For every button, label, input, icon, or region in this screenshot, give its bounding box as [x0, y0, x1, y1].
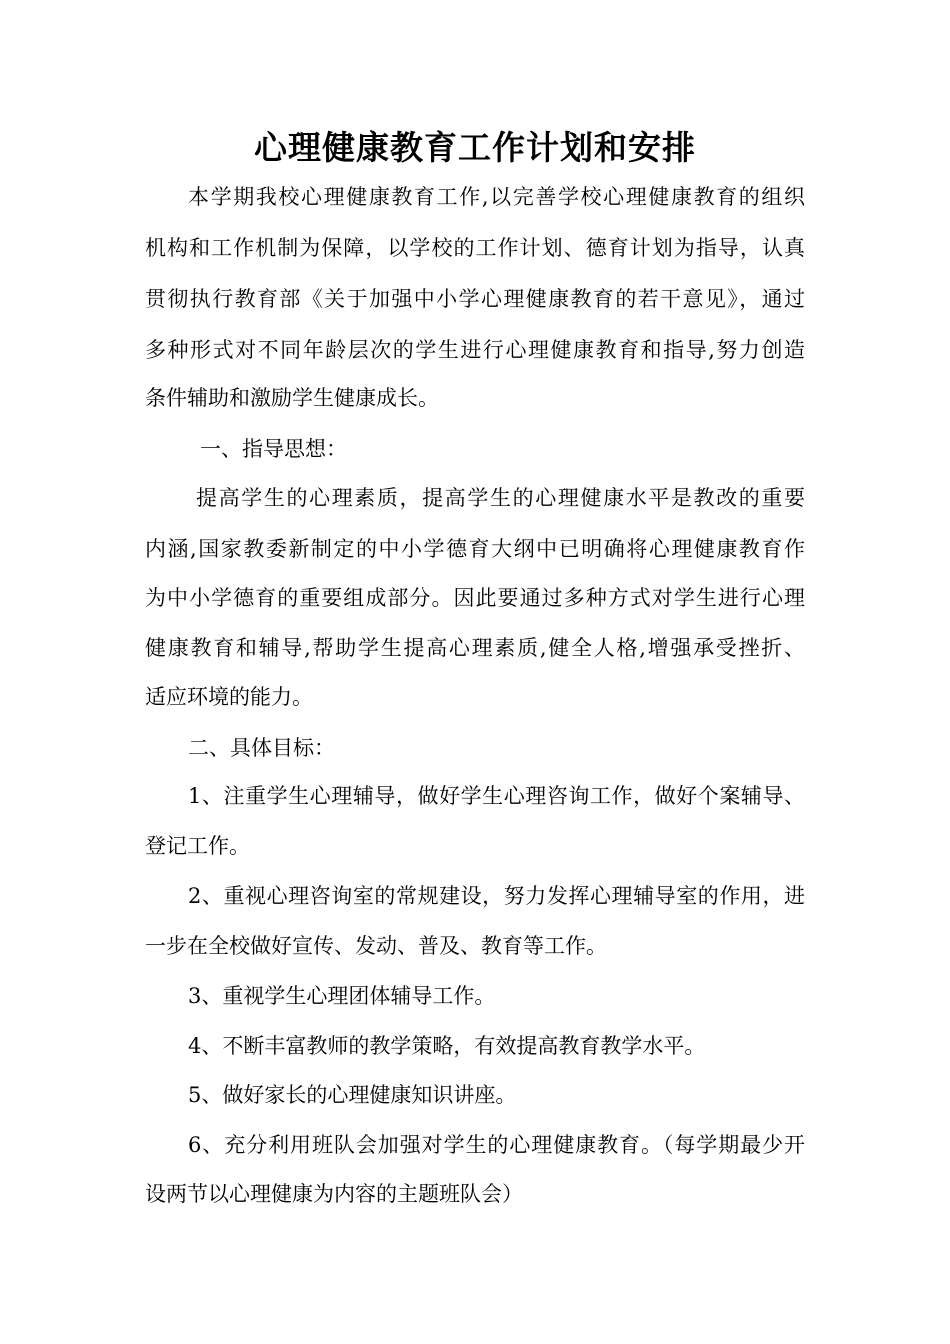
paragraph-guiding-line-5: 适应环境的能力。 — [145, 685, 313, 709]
goal-item-1-line-2: 登记工作。 — [145, 834, 250, 858]
goal-item-6-line-1: 6、充分利用班队会加强对学生的心理健康教育。（每学期最少开 — [188, 1133, 805, 1157]
goal-item-4: 4、不断丰富教师的教学策略，有效提高教育教学水平。 — [188, 1034, 706, 1058]
section-heading-guiding-thought: 一、指导思想： — [200, 437, 347, 461]
paragraph-intro-line-5: 条件辅助和激励学生健康成长。 — [145, 386, 439, 410]
goal-item-2-line-1: 2、重视心理咨询室的常规建设，努力发挥心理辅导室的作用，进 — [188, 884, 805, 908]
section-heading-specific-goals: 二、具体目标： — [188, 736, 335, 760]
paragraph-intro-line-2: 机构和工作机制为保障，以学校的工作计划、德育计划为指导，认真 — [145, 236, 805, 260]
goal-item-5: 5、做好家长的心理健康知识讲座。 — [188, 1083, 517, 1107]
paragraph-guiding-line-1: 提高学生的心理素质，提高学生的心理健康水平是教改的重要 — [196, 486, 805, 510]
paragraph-guiding-line-4: 健康教育和辅导,帮助学生提高心理素质,健全人格,增强承受挫折、 — [145, 636, 805, 660]
paragraph-guiding-line-2: 内涵,国家教委新制定的中小学德育大纲中已明确将心理健康教育作 — [145, 537, 805, 561]
goal-item-2-line-2: 一步在全校做好宣传、发动、普及、教育等工作。 — [145, 934, 607, 958]
paragraph-intro-line-4: 多种形式对不同年龄层次的学生进行心理健康教育和指导,努力创造 — [145, 338, 805, 362]
paragraph-intro-line-1: 本学期我校心理健康教育工作,以完善学校心理健康教育的组织 — [188, 185, 805, 209]
paragraph-guiding-line-3: 为中小学德育的重要组成部分。因此要通过多种方式对学生进行心理 — [145, 586, 805, 610]
paragraph-intro-line-3: 贯彻执行教育部《关于加强中小学心理健康教育的若干意见》，通过 — [145, 287, 805, 311]
goal-item-3: 3、重视学生心理团体辅导工作。 — [188, 984, 496, 1008]
goal-item-1-line-1: 1、注重学生心理辅导，做好学生心理咨询工作，做好个案辅导、 — [188, 784, 805, 808]
goal-item-6-line-2: 设两节以心理健康为内容的主题班队会） — [145, 1182, 523, 1206]
document-title: 心理健康教育工作计划和安排 — [254, 128, 696, 167]
